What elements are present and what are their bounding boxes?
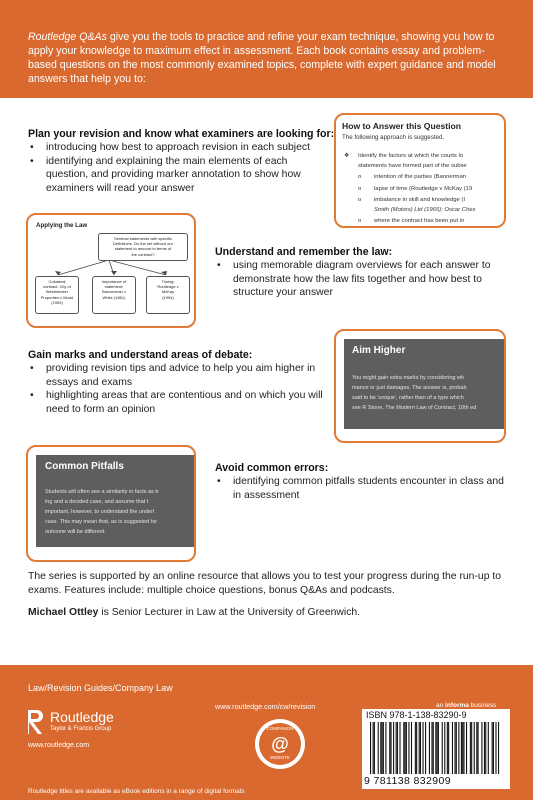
list-item: • highlighting areas that are contentious and on which you will need to form an opinion xyxy=(28,389,330,416)
author-name: Michael Ottley xyxy=(28,607,99,618)
barcode-bar xyxy=(466,722,467,774)
barcode-bar xyxy=(390,722,391,774)
how-row: Identify the factors at which the courts lo xyxy=(358,153,464,159)
barcode-bar xyxy=(433,722,434,774)
barcode-bar xyxy=(416,722,417,774)
barcode-bar xyxy=(429,722,430,774)
barcode-bar xyxy=(397,722,398,774)
barcode-bar xyxy=(438,722,439,774)
applying-the-law-diagram xyxy=(26,213,196,328)
how-row-mark: o xyxy=(358,174,362,180)
barcode-bar xyxy=(378,722,379,774)
aim-line: mance or just damages. The answer is, probab xyxy=(352,385,467,391)
section-list-understand xyxy=(215,259,511,300)
companion-label-top: COMPANION xyxy=(266,726,294,731)
diagram-node: Timing: Routledge v McKay (1954) xyxy=(146,276,190,314)
diamond-bullet-icon: ❖ xyxy=(344,153,350,159)
subject-category: Law/Revision Guides/Company Law xyxy=(28,683,173,693)
pitfalls-line: case. This may mean that, as is suggested he xyxy=(45,519,157,525)
barcode-digits: 9 781138 832909 xyxy=(364,775,451,787)
companion-website-badge-icon xyxy=(255,719,305,769)
barcode-bar xyxy=(470,722,471,774)
barcode-icon xyxy=(368,722,504,774)
isbn-barcode xyxy=(362,709,510,789)
informa-post: business xyxy=(468,702,497,709)
barcode-bar xyxy=(498,722,499,774)
aim-line: see R Stone, The Modern Law of Contract, 10th ed xyxy=(352,405,477,411)
aim-line: said to be 'unique', rather than of a type which xyxy=(352,395,464,401)
how-row: imbalance in skill and knowledge (I xyxy=(374,197,466,203)
barcode-bar xyxy=(406,722,407,774)
at-sign-icon: @ xyxy=(271,734,289,754)
barcode-bar xyxy=(478,722,479,774)
barcode-bar xyxy=(461,722,462,774)
section-list-gain-marks xyxy=(28,362,330,416)
companion-label-bottom: WEBSITE xyxy=(270,755,290,760)
diagram-node-root: Seminal statements with specific Definitions. Do the set without our statement to amount to terms of the contract? xyxy=(98,233,188,261)
informa-brand: informa xyxy=(445,702,469,709)
informa-pre: an xyxy=(436,702,446,709)
how-to-answer-sample xyxy=(334,113,506,228)
barcode-bar xyxy=(485,722,486,774)
list-item: • using memorable diagram overviews for each answer to demonstrate how the law fits together and how best to structure your answer xyxy=(215,259,511,300)
how-row: intention of the parties (Bannerman xyxy=(374,174,467,180)
how-row-mark: o xyxy=(358,197,362,203)
barcode-bar xyxy=(492,722,493,774)
barcode-bar xyxy=(403,722,404,774)
how-row: lapse of time (Routledge v McKay (19 xyxy=(374,186,473,192)
list-item: • identifying and explaining the main elements of each question, and providing marker annotation to show how examiners will read your answer xyxy=(28,155,328,196)
author-bio-text: is Senior Lecturer in Law at the University of Greenwich. xyxy=(98,607,361,618)
barcode-bar xyxy=(422,722,423,774)
barcode-bar xyxy=(411,722,412,774)
pitfalls-line: ing and a decided case, and assume that t xyxy=(45,499,149,505)
barcode-bar xyxy=(458,722,459,774)
barcode-bar xyxy=(448,722,449,774)
how-row: statements have formed part of the subse xyxy=(358,163,467,169)
aim-line: You might gain extra marks by considering wh xyxy=(352,375,464,381)
companion-website-url[interactable]: www.routledge.com/cw/revision xyxy=(215,702,316,711)
barcode-bar xyxy=(420,722,421,774)
author-bio xyxy=(28,606,510,620)
barcode-bar xyxy=(415,722,416,774)
barcode-bar xyxy=(383,722,384,774)
barcode-bar xyxy=(444,722,445,774)
barcode-bar xyxy=(385,722,386,774)
barcode-bar xyxy=(419,722,420,774)
barcode-bar xyxy=(373,722,374,774)
section-heading-plan: Plan your revision and know what examiners are looking for: xyxy=(28,128,335,140)
barcode-bar xyxy=(452,722,453,774)
barcode-bar xyxy=(431,722,432,774)
barcode-bar xyxy=(474,722,475,774)
barcode-bar xyxy=(454,722,455,774)
barcode-bar xyxy=(396,722,397,774)
section-list-avoid-errors xyxy=(215,475,511,502)
routledge-logo-icon xyxy=(26,709,46,735)
how-to-answer-title: How to Answer this Question xyxy=(342,121,462,131)
barcode-bar xyxy=(481,722,482,774)
barcode-bar xyxy=(393,722,394,774)
barcode-bar xyxy=(476,722,477,774)
barcode-bar xyxy=(463,722,464,774)
barcode-bar xyxy=(380,722,381,774)
barcode-bar xyxy=(389,722,390,774)
ebook-note: Routledge titles are available as eBook editions in a range of digital formats xyxy=(28,788,245,795)
series-name: Routledge Q&As xyxy=(28,31,107,43)
barcode-bar xyxy=(495,722,496,774)
intro-body: give you the tools to practice and refine your exam technique, showing you how to apply your knowledge to maximum effect in assessment. Each book contains essay and problem-based questions on the most commonly examined topics, complete with expert guidance and model answers that help you to: xyxy=(28,31,496,85)
series-paragraph: The series is supported by an online resource that allows you to test your progress during the run-up to exams. Features include: multiple choice questions, bonus Q&As and podcasts. xyxy=(28,571,502,596)
list-item: • introducing how best to approach revision in each subject xyxy=(28,141,328,155)
barcode-bar xyxy=(447,722,448,774)
how-to-answer-subtitle: The following approach is suggested. xyxy=(342,134,445,141)
barcode-bar xyxy=(408,722,409,774)
barcode-bar xyxy=(437,722,438,774)
diagram-node: Importance of statement: Bannerman v White (1861) xyxy=(92,276,136,314)
pitfalls-line: outcome will be different. xyxy=(45,529,106,535)
how-row: Smith (Motors) Ltd (1965); Oscar Ches xyxy=(374,207,476,213)
list-item: • providing revision tips and advice to help you aim higher in essays and exams xyxy=(28,362,330,389)
publisher-website[interactable]: www.routledge.com xyxy=(28,742,90,749)
back-cover-footer xyxy=(0,665,533,800)
section-heading-avoid-errors: Avoid common errors: xyxy=(215,462,329,474)
diagram-title: Applying the Law xyxy=(36,222,88,229)
companion-badge-inner xyxy=(259,723,301,765)
barcode-bar xyxy=(425,722,426,774)
pitfalls-title: Common Pitfalls xyxy=(45,461,124,472)
barcode-bar xyxy=(442,722,443,774)
intro-text xyxy=(28,30,506,86)
barcode-bar xyxy=(488,722,489,774)
pitfalls-line: Students will often see a similarity in facts as b xyxy=(45,489,159,495)
barcode-bar xyxy=(405,722,406,774)
publisher-name: Routledge xyxy=(50,709,114,725)
barcode-bar xyxy=(435,722,436,774)
aim-higher-title: Aim Higher xyxy=(352,345,406,356)
how-row-mark: o xyxy=(358,218,362,224)
common-pitfalls-sample xyxy=(26,445,196,562)
aim-higher-sample xyxy=(334,329,506,443)
barcode-bar xyxy=(462,722,463,774)
how-row-mark: o xyxy=(358,186,362,192)
diagram-node: Collateral contract: City of Westminster Properties v Mudd (1959) xyxy=(35,276,79,314)
barcode-bar xyxy=(374,722,375,774)
barcode-bar xyxy=(484,722,485,774)
isbn-number: ISBN 978-1-138-83290-9 xyxy=(366,710,467,720)
barcode-bar xyxy=(399,722,400,774)
publisher-group: Taylor & Francis Group xyxy=(50,726,112,732)
intro-band xyxy=(0,0,533,98)
section-heading-understand: Understand and remember the law: xyxy=(215,246,393,258)
pitfalls-panel xyxy=(36,455,196,547)
barcode-bar xyxy=(471,722,472,774)
section-heading-gain-marks: Gain marks and understand areas of debate: xyxy=(28,349,253,361)
list-item: • identifying common pitfalls students encounter in class and in assessment xyxy=(215,475,511,502)
aim-higher-panel xyxy=(344,339,506,429)
informa-line xyxy=(436,702,496,709)
how-row: where the contract has been put in xyxy=(374,218,465,224)
barcode-bar xyxy=(370,722,371,774)
barcode-bar xyxy=(382,722,383,774)
pitfalls-line: important, however, to understand the underl xyxy=(45,509,155,515)
barcode-bar xyxy=(493,722,494,774)
section-list-plan xyxy=(28,141,328,195)
barcode-bar xyxy=(456,722,457,774)
